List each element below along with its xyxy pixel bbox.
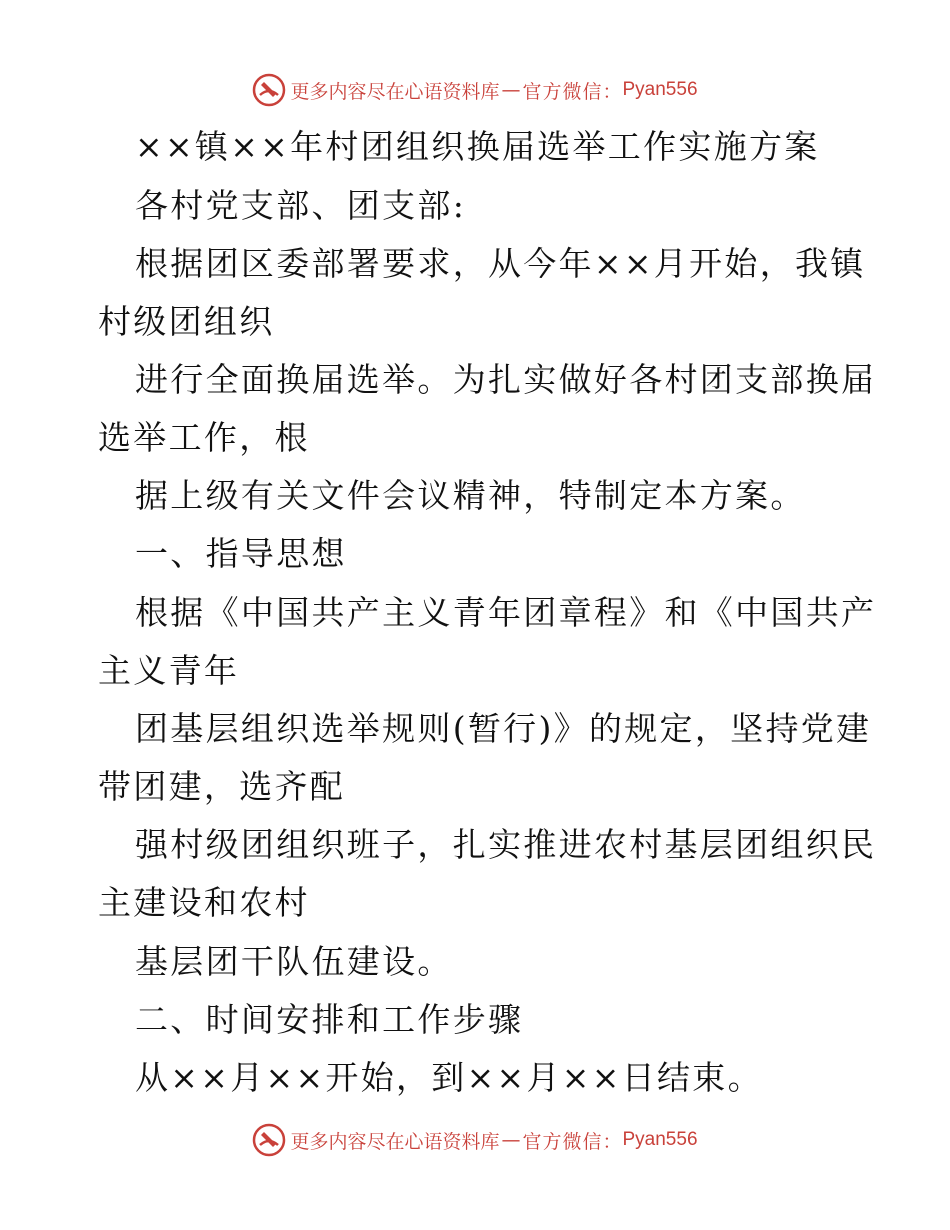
section-heading: 一、指导思想 [135, 534, 347, 573]
banner-wechat-label: 官方微信： [522, 80, 623, 103]
banner-separator: — [501, 1129, 521, 1151]
paragraph-line: 据上级有关文件会议精神，特制定本方案。 [135, 476, 806, 515]
paragraph-line: 团基层组织选举规则(暂行)》的规定，坚持党建 [135, 709, 872, 748]
salutation-line: 各村党支部、团支部: [135, 186, 467, 225]
paragraph-line: 村级团组织 [98, 302, 275, 341]
banner-text: 更多内容尽在心语资料库 [290, 1130, 500, 1153]
paragraph-line: 主义青年 [98, 651, 240, 690]
banner-wechat-id: Pyan556 [622, 1129, 698, 1150]
paragraph-line: 选举工作，根 [98, 418, 310, 457]
book-pen-icon [252, 1123, 286, 1157]
banner-wechat-label: 官方微信： [522, 1130, 623, 1153]
paragraph-line: 主建设和农村 [98, 883, 310, 922]
document-title: ××镇××年村团组织换届选举工作实施方案 [135, 127, 820, 166]
banner-separator: — [501, 79, 521, 101]
paragraph-line: 进行全面换届选举。为扎实做好各村团支部换届 [135, 360, 877, 399]
header-watermark-banner [0, 70, 950, 110]
paragraph-line: 带团建，选齐配 [98, 767, 346, 806]
section-heading: 二、时间安排和工作步骤 [135, 1000, 524, 1039]
book-pen-icon [252, 73, 286, 107]
banner-wechat-id: Pyan556 [622, 79, 698, 100]
paragraph-line: 从××月××开始，到××月××日结束。 [135, 1058, 763, 1097]
paragraph-line: 基层团干队伍建设。 [135, 942, 453, 981]
banner-text: 更多内容尽在心语资料库 [290, 80, 500, 103]
footer-watermark-banner [0, 1120, 950, 1160]
paragraph-line: 强村级团组织班子，扎实推进农村基层团组织民 [135, 825, 877, 864]
paragraph-line: 根据团区委部署要求，从今年××月开始，我镇 [135, 244, 866, 283]
paragraph-line: 根据《中国共产主义青年团章程》和《中国共产 [135, 593, 877, 632]
